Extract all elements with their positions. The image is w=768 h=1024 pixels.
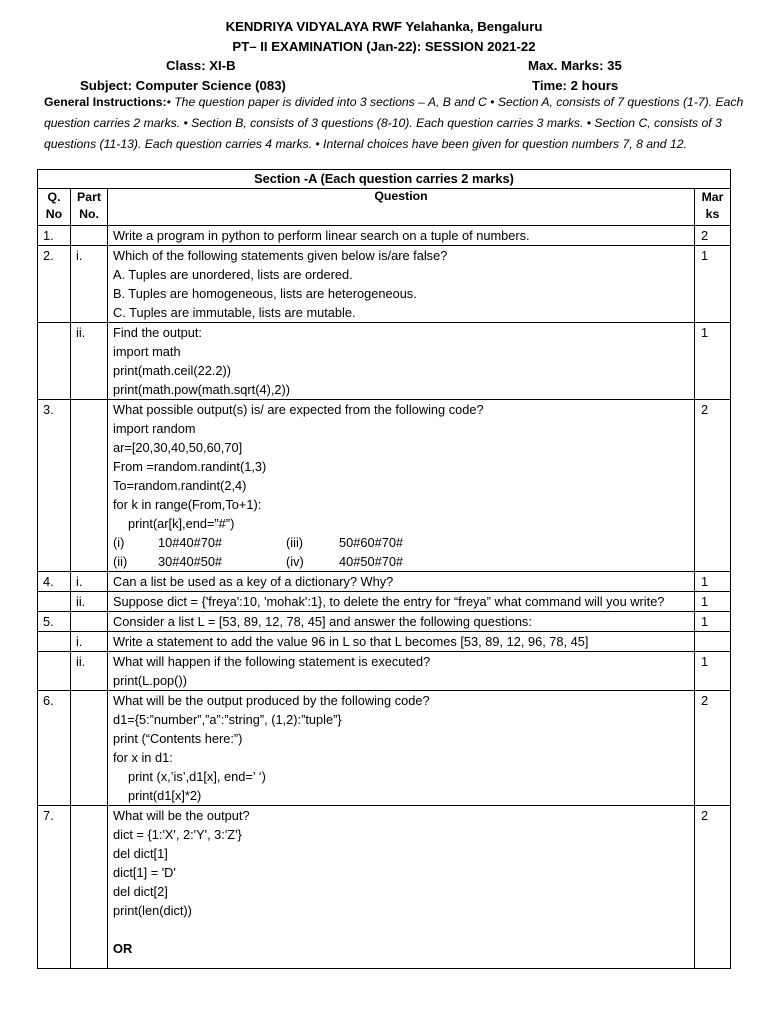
table-row	[38, 226, 731, 246]
question-text	[108, 572, 695, 592]
question-line: To=random.randint(2,4)	[113, 478, 247, 493]
question-line: del dict[1]	[113, 846, 168, 861]
part-number: i.	[71, 632, 108, 652]
question-line: C. Tuples are immutable, lists are mutable.	[113, 305, 356, 320]
or-label: OR	[113, 941, 133, 956]
question-text	[108, 652, 695, 691]
question-text	[108, 806, 695, 969]
marks-value: 1	[695, 246, 731, 323]
school-name: KENDRIYA VIDYALAYA RWF Yelahanka, Bengaluru	[225, 19, 543, 34]
question-number: 4.	[38, 572, 71, 592]
option-label: (i)	[113, 535, 125, 550]
col-marks-header: Mar ks	[695, 189, 731, 226]
table-row	[38, 572, 731, 592]
question-line: Which of the following statements given below is/are false?	[113, 248, 448, 263]
table-row	[38, 612, 731, 632]
time-label: Time: 2 hours	[532, 78, 619, 93]
question-line: for x in d1:	[113, 750, 173, 765]
question-number: 2.	[38, 246, 71, 323]
part-number: ii.	[71, 592, 108, 612]
question-line: Write a statement to add the value 96 in L so that L becomes [53, 89, 12, 96, 78, 45]	[113, 634, 589, 649]
question-line: print(math.ceil(22.2))	[113, 363, 232, 378]
instructions-label: General Instructions:	[44, 95, 167, 109]
table-row	[38, 806, 731, 969]
table-row	[38, 246, 731, 323]
exam-title: PT– II EXAMINATION (Jan-22): SESSION 2021-22	[232, 39, 536, 54]
marks-value: 2	[695, 226, 731, 246]
table-header-row	[38, 189, 731, 226]
question-number	[38, 652, 71, 691]
option-label: (iv)	[286, 554, 304, 569]
part-number: ii.	[71, 323, 108, 400]
question-line: What will be the output produced by the following code?	[113, 693, 430, 708]
marks-value: 2	[695, 400, 731, 572]
part-number	[71, 226, 108, 246]
question-line: for k in range(From,To+1):	[113, 497, 262, 512]
section-title-row	[38, 170, 731, 189]
instructions-text: • The question paper is divided into 3 sections – A, B and C • Section A, consists of 7 questions (1-7). Each question carries 2 marks. • Section B, consists of 3 questions (8-10). Each question carries 3 marks. • Section C, consists of 3 questions (11-13). Each question carries 4 marks. • Internal choices have been given for question numbers 7, 8 and 12.	[44, 95, 744, 151]
question-line: d1={5:”number”,”a”:”string”, (1,2):”tuple”}	[113, 712, 342, 727]
question-line: A. Tuples are unordered, lists are ordered.	[113, 267, 353, 282]
part-number: i.	[71, 572, 108, 592]
question-line: print (x,’is’,d1[x], end=’ ‘)	[128, 769, 266, 784]
subject-label: Subject: Computer Science (083)	[80, 78, 286, 93]
question-line: What will happen if the following statement is executed?	[113, 654, 431, 669]
question-line: What will be the output?	[113, 808, 250, 823]
question-line: print (“Contents here:”)	[113, 731, 243, 746]
question-line: ar=[20,30,40,50,60,70]	[113, 440, 243, 455]
marks-value	[695, 632, 731, 652]
question-line: B. Tuples are homogeneous, lists are heterogeneous.	[113, 286, 417, 301]
option-label: (iii)	[286, 535, 304, 550]
question-line: print(len(dict))	[113, 903, 192, 918]
question-text	[108, 246, 695, 323]
option-value: 10#40#70#	[158, 535, 223, 550]
question-line: del dict[2]	[113, 884, 168, 899]
max-marks-label: Max. Marks: 35	[528, 58, 622, 73]
question-line	[113, 920, 694, 939]
question-line: print(math.pow(math.sqrt(4),2))	[113, 382, 291, 397]
part-number: i.	[71, 246, 108, 323]
question-line: Find the output:	[113, 325, 202, 340]
question-number: 7.	[38, 806, 71, 969]
marks-value: 1	[695, 572, 731, 592]
marks-value: 1	[695, 323, 731, 400]
question-text	[108, 612, 695, 632]
answer-options-line	[113, 552, 694, 571]
question-line: print(d1[x]*2)	[128, 788, 202, 803]
question-line: dict = {1:'X', 2:'Y', 3:'Z'}	[113, 827, 242, 842]
answer-options-line	[113, 533, 694, 552]
class-label: Class: XI-B	[166, 58, 236, 73]
question-line: dict[1] = 'D'	[113, 865, 176, 880]
question-text	[108, 691, 695, 806]
option-value: 50#60#70#	[339, 535, 404, 550]
option-value: 30#40#50#	[158, 554, 223, 569]
question-text	[108, 632, 695, 652]
question-line: Consider a list L = [53, 89, 12, 78, 45] and answer the following questions:	[113, 614, 532, 629]
part-number	[71, 400, 108, 572]
general-instructions	[44, 92, 744, 155]
marks-value: 1	[695, 612, 731, 632]
table-row	[38, 632, 731, 652]
part-number	[71, 691, 108, 806]
question-number: 3.	[38, 400, 71, 572]
question-number	[38, 632, 71, 652]
col-question-header: Question	[108, 189, 695, 226]
question-text	[108, 226, 695, 246]
marks-value: 1	[695, 592, 731, 612]
section-title: Section -A (Each question carries 2 marks)	[38, 170, 731, 189]
col-qno-header: Q. No	[38, 189, 71, 226]
question-number: 1.	[38, 226, 71, 246]
question-line: print(L.pop())	[113, 673, 187, 688]
question-text	[108, 592, 695, 612]
table-row	[38, 652, 731, 691]
question-line: From =random.randint(1,3)	[113, 459, 267, 474]
question-text	[108, 400, 695, 572]
question-number	[38, 592, 71, 612]
table-row	[38, 323, 731, 400]
table-row	[38, 691, 731, 806]
question-line: Write a program in python to perform linear search on a tuple of numbers.	[113, 228, 530, 243]
table-row	[38, 592, 731, 612]
question-number: 5.	[38, 612, 71, 632]
question-line: import random	[113, 421, 196, 436]
marks-value: 1	[695, 652, 731, 691]
question-text	[108, 323, 695, 400]
part-number	[71, 806, 108, 969]
marks-value: 2	[695, 691, 731, 806]
question-table	[37, 169, 731, 969]
col-part-header: Part No.	[71, 189, 108, 226]
table-row	[38, 400, 731, 572]
question-line: print(ar[k],end=”#”)	[128, 516, 235, 531]
question-line: Can a list be used as a key of a dictionary? Why?	[113, 574, 394, 589]
question-line: Suppose dict = {'freya':10, 'mohak':1}, to delete the entry for “freya” what command will you write?	[113, 594, 665, 609]
question-number	[38, 323, 71, 400]
option-label: (ii)	[113, 554, 128, 569]
option-value: 40#50#70#	[339, 554, 404, 569]
question-number: 6.	[38, 691, 71, 806]
spacer	[113, 958, 694, 968]
question-line: import math	[113, 344, 181, 359]
part-number: ii.	[71, 652, 108, 691]
question-line: What possible output(s) is/ are expected from the following code?	[113, 402, 484, 417]
part-number	[71, 612, 108, 632]
marks-value: 2	[695, 806, 731, 969]
